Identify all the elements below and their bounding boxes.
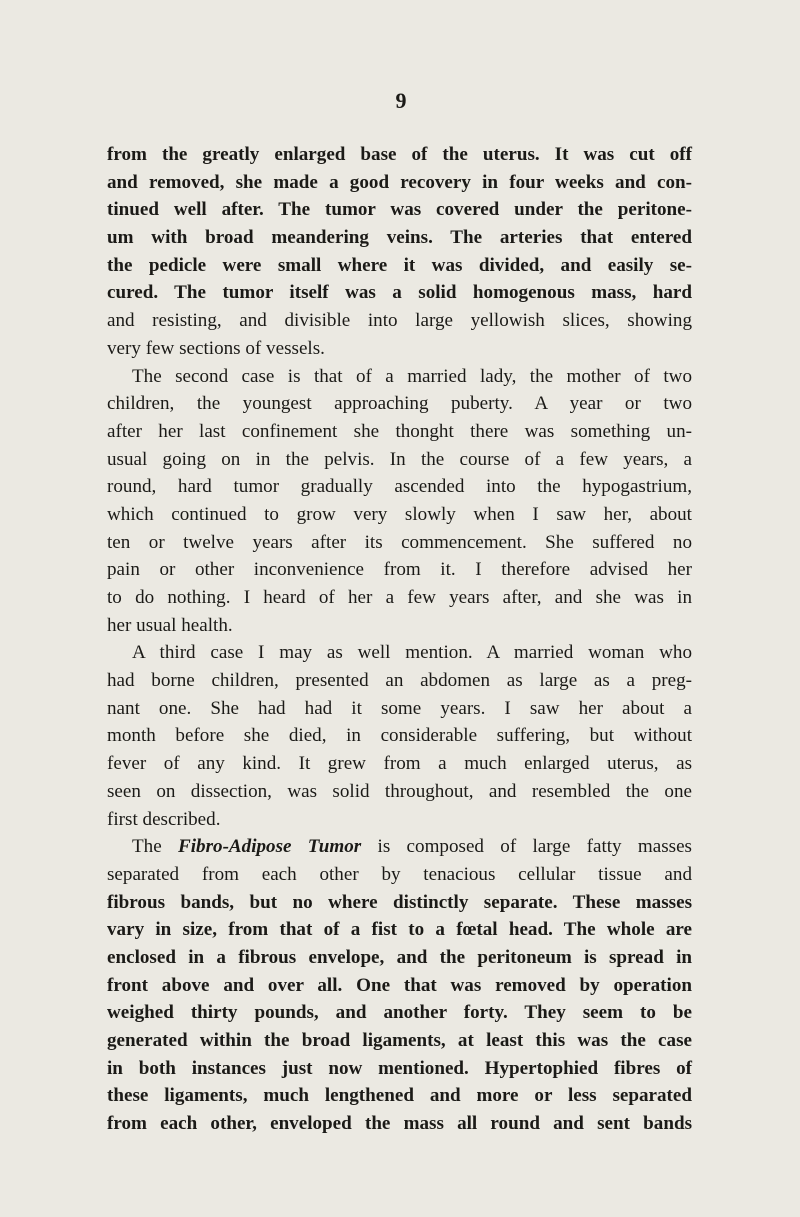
text-line: and removed, she made a good recovery in four weeks and con-: [107, 171, 692, 193]
text-line: fever of any kind. It grew from a much enlarged uterus, as: [107, 753, 692, 775]
text-line: A third case I may as well mention. A married woman who: [132, 642, 692, 664]
text-line: seen on dissection, was solid throughout, and resembled the one: [107, 780, 692, 802]
text-line: vary in size, from that of a fist to a fœtal head. The whole are: [107, 919, 692, 941]
lead-text: The: [132, 836, 178, 858]
text-line: tinued well after. The tumor was covered under the peritone-: [107, 199, 692, 221]
text-line: the pedicle were small where it was divided, and easily se-: [107, 254, 692, 276]
text-line: these ligaments, much lengthened and more or less separated: [107, 1085, 692, 1107]
text-line: ten or twelve years after its commencement. She suffered no: [107, 531, 692, 553]
text-line: and resisting, and divisible into large yellowish slices, showing: [107, 310, 692, 332]
term-fibro-adipose-tumor: Fibro-Adipose Tumor: [178, 836, 362, 858]
page-number: 9: [395, 88, 407, 113]
lead-rest-text: is composed of large fatty masses: [361, 836, 692, 858]
text-line: after her last confinement she thonght there was something un-: [107, 420, 692, 442]
text-line: month before she died, in considerable suffering, but without: [107, 725, 692, 747]
text-line: from the greatly enlarged base of the uterus. It was cut off: [107, 144, 692, 165]
text-line: generated within the broad ligaments, at least this was the case: [107, 1030, 692, 1051]
text-line: pain or other inconvenience from it. I therefore advised her: [107, 559, 692, 581]
text-line: [107, 833, 692, 861]
text-line: first described.: [107, 808, 221, 830]
text-line: from each other, enveloped the mass all round and sent bands: [107, 1113, 692, 1135]
text-line: had borne children, presented an abdomen as large as a preg-: [107, 670, 692, 692]
text-line: children, the youngest approaching puberty. A year or two: [107, 393, 692, 415]
text-line: nant one. She had had it some years. I saw her about a: [107, 697, 692, 719]
text-line: front above and over all. One that was removed by operation: [107, 974, 692, 996]
text-line: The second case is that of a married lady, the mother of two: [132, 365, 692, 387]
text-line: usual going on in the pelvis. In the course of a few years, a: [107, 448, 692, 470]
text-line: very few sections of vessels.: [107, 337, 325, 359]
text-line: fibrous bands, but no where distinctly separate. These masses: [107, 891, 692, 913]
text-line: which continued to grow very slowly when I saw her, about: [107, 503, 692, 525]
body-text: [107, 141, 692, 1138]
paragraph: [107, 639, 692, 833]
text-line: um with broad meandering veins. The arteries that entered: [107, 227, 692, 249]
text-line: round, hard tumor gradually ascended into the hypogastrium,: [107, 476, 692, 498]
text-line: to do nothing. I heard of her a few years after, and she was in: [107, 587, 692, 608]
paragraph: [107, 141, 692, 363]
text-line: her usual health.: [107, 614, 233, 636]
text-line: in both instances just now mentioned. Hypertophied fibres of: [107, 1057, 692, 1079]
paragraph: [107, 363, 692, 640]
text-line: enclosed in a fibrous envelope, and the peritoneum is spread in: [107, 946, 692, 968]
text-line: weighed thirty pounds, and another forty. They seem to be: [107, 1002, 692, 1024]
text-line: cured. The tumor itself was a solid homogenous mass, hard: [107, 282, 692, 304]
text-line: separated from each other by tenacious cellular tissue and: [107, 863, 692, 885]
paragraph: [107, 833, 692, 1138]
